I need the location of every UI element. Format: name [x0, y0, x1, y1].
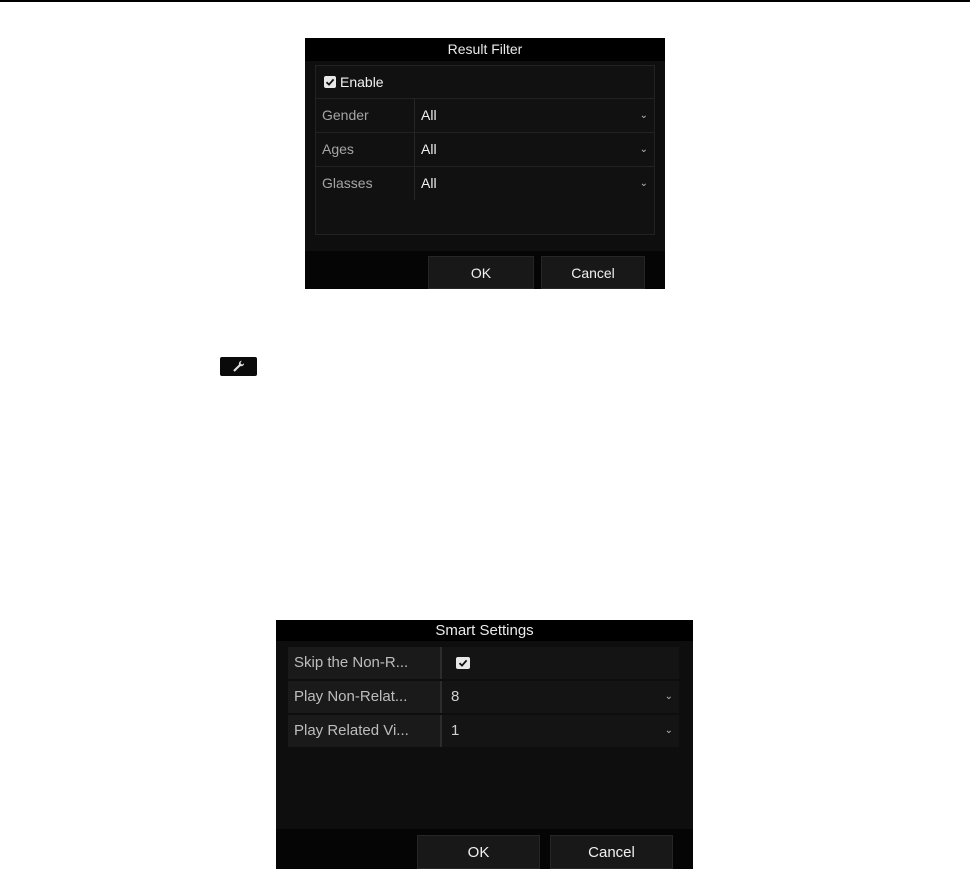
cancel-button[interactable]: Cancel — [541, 256, 645, 289]
wrench-icon[interactable] — [220, 357, 257, 376]
play-non-related-select[interactable] — [445, 681, 679, 713]
smart-settings-footer — [276, 829, 693, 869]
ages-select[interactable] — [416, 133, 654, 166]
gender-select[interactable] — [416, 99, 654, 132]
play-related-label: Play Related Vi... — [288, 715, 442, 747]
skip-non-related-checkbox[interactable] — [456, 657, 470, 669]
ages-row — [316, 132, 654, 166]
play-non-related-row — [288, 681, 679, 713]
smart-settings-dialog — [276, 620, 693, 869]
page-top-rule — [0, 0, 970, 2]
chevron-down-icon: ⌄ — [639, 144, 648, 155]
result-filter-footer — [305, 251, 665, 289]
result-filter-title: Result Filter — [305, 38, 665, 61]
play-non-related-label: Play Non-Relat... — [288, 681, 442, 713]
result-filter-panel — [315, 65, 655, 235]
smart-settings-panel — [288, 647, 679, 747]
skip-non-related-label: Skip the Non-R... — [288, 647, 442, 679]
enable-label: Enable — [340, 74, 384, 90]
result-filter-dialog — [305, 38, 665, 289]
chevron-down-icon: ⌄ — [639, 110, 648, 121]
ok-button[interactable]: OK — [428, 256, 534, 289]
glasses-value: All — [421, 175, 437, 191]
gender-row — [316, 98, 654, 132]
ok-button[interactable]: OK — [417, 835, 540, 869]
glasses-row — [316, 166, 654, 200]
gender-value: All — [421, 107, 437, 123]
cancel-button[interactable]: Cancel — [550, 835, 673, 869]
chevron-down-icon: ⌄ — [664, 725, 673, 736]
smart-settings-title: Smart Settings — [276, 620, 693, 641]
chevron-down-icon: ⌄ — [639, 178, 648, 189]
ages-label: Ages — [316, 133, 415, 166]
enable-checkbox[interactable] — [324, 76, 336, 88]
glasses-select[interactable] — [416, 167, 654, 200]
glasses-label: Glasses — [316, 167, 415, 200]
skip-non-related-row — [288, 647, 679, 679]
play-non-related-value: 8 — [451, 688, 460, 705]
play-related-select[interactable] — [445, 715, 679, 747]
ages-value: All — [421, 141, 437, 157]
enable-row[interactable] — [316, 66, 654, 98]
gender-label: Gender — [316, 99, 415, 132]
play-related-value: 1 — [451, 722, 460, 739]
chevron-down-icon: ⌄ — [664, 691, 673, 702]
play-related-row — [288, 715, 679, 747]
